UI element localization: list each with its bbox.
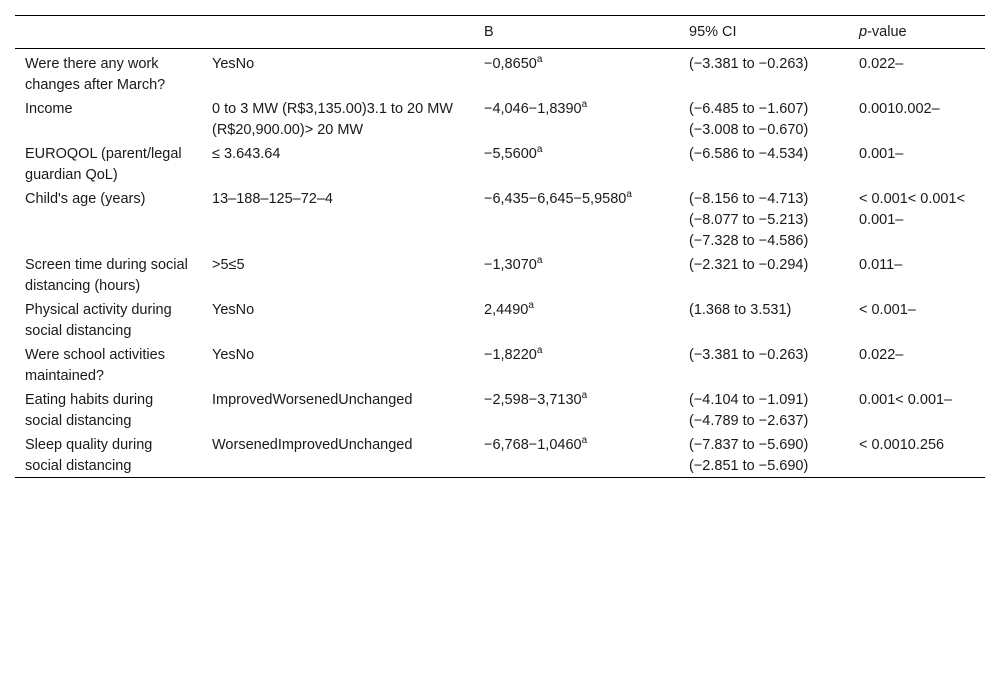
cell-p: 0.022– bbox=[859, 347, 904, 363]
cell-category: ≤ 3.643.64 bbox=[212, 146, 281, 162]
cell-category: 0 to 3 MW (R$3,135.00)3.1 to 20 MW (R$20,900.00)> 20 MW bbox=[212, 101, 453, 138]
cell-ci: (−6.586 to −4.534) bbox=[689, 146, 809, 162]
b-value: 2,4490 bbox=[484, 302, 529, 318]
header-p-italic: p bbox=[859, 24, 868, 40]
regression-table bbox=[15, 15, 985, 478]
footnote-marker: a bbox=[536, 345, 543, 356]
cell-p: 0.001– bbox=[859, 146, 904, 162]
cell-b bbox=[474, 96, 679, 141]
cell-variable: Sleep quality during social distancing bbox=[25, 437, 153, 474]
cell-b bbox=[474, 387, 679, 432]
cell-variable: EUROQOL (parent/legal guardian QoL) bbox=[25, 146, 182, 183]
cell-b bbox=[474, 141, 679, 186]
footnote-marker: a bbox=[528, 300, 534, 311]
table-row bbox=[15, 186, 985, 252]
cell-b bbox=[474, 297, 679, 342]
header-p-rest: -value bbox=[867, 24, 907, 40]
footnote-marker: a bbox=[581, 390, 588, 401]
cell-b bbox=[474, 342, 679, 387]
cell-variable: Eating habits during social distancing bbox=[25, 392, 154, 429]
footnote-marker: a bbox=[581, 435, 588, 446]
header-b: B bbox=[484, 24, 494, 40]
footnote-marker: a bbox=[581, 99, 588, 110]
cell-variable: Were school activities maintained? bbox=[25, 347, 165, 384]
b-value: −6,768−1,0460 bbox=[484, 437, 582, 453]
cell-variable: Were there any work changes after March? bbox=[25, 56, 166, 93]
cell-variable: Income bbox=[25, 101, 73, 117]
cell-category: >5≤5 bbox=[212, 257, 245, 273]
b-value: −1,8220 bbox=[484, 347, 537, 363]
cell-p: < 0.001< 0.001< 0.001– bbox=[859, 191, 966, 228]
cell-b bbox=[474, 432, 679, 478]
cell-ci: (−6.485 to −1.607) (−3.008 to −0.670) bbox=[689, 101, 809, 138]
cell-category: 13–188–125–72–4 bbox=[212, 191, 333, 207]
cell-category: YesNo bbox=[212, 302, 255, 318]
cell-category: ImprovedWorsenedUnchanged bbox=[212, 392, 413, 408]
table-row bbox=[15, 342, 985, 387]
cell-variable: Screen time during social distancing (hours) bbox=[25, 257, 188, 294]
b-value: −0,8650 bbox=[484, 56, 537, 72]
regression-table-container bbox=[15, 15, 985, 478]
cell-ci: (−2.321 to −0.294) bbox=[689, 257, 809, 273]
footnote-marker: a bbox=[626, 189, 632, 200]
cell-p: < 0.001– bbox=[859, 302, 916, 318]
table-row bbox=[15, 96, 985, 141]
header-variable bbox=[15, 16, 202, 49]
b-value: −4,046−1,8390 bbox=[484, 101, 582, 117]
cell-p: 0.001< 0.001– bbox=[859, 392, 953, 408]
b-value: −6,435−6,645−5,9580 bbox=[484, 191, 627, 207]
table-header-row bbox=[15, 16, 985, 49]
cell-ci: (1.368 to 3.531) bbox=[689, 302, 792, 318]
cell-ci: (−4.104 to −1.091) (−4.789 to −2.637) bbox=[689, 392, 809, 429]
cell-p: 0.0010.002– bbox=[859, 101, 940, 117]
table-row bbox=[15, 387, 985, 432]
table-row bbox=[15, 49, 985, 97]
footnote-marker: a bbox=[536, 54, 543, 65]
cell-b bbox=[474, 252, 679, 297]
table-row bbox=[15, 141, 985, 186]
b-value: −2,598−3,7130 bbox=[484, 392, 582, 408]
b-value: −5,5600 bbox=[484, 146, 537, 162]
cell-category: WorsenedImprovedUnchanged bbox=[212, 437, 413, 453]
cell-p: 0.022– bbox=[859, 56, 904, 72]
cell-category: YesNo bbox=[212, 56, 255, 72]
cell-ci: (−3.381 to −0.263) bbox=[689, 56, 809, 72]
cell-ci: (−3.381 to −0.263) bbox=[689, 347, 809, 363]
header-category bbox=[202, 16, 474, 49]
table-row bbox=[15, 432, 985, 478]
cell-variable: Child's age (years) bbox=[25, 191, 146, 207]
footnote-marker: a bbox=[536, 144, 543, 155]
cell-p: 0.011– bbox=[859, 257, 903, 273]
cell-p: < 0.0010.256 bbox=[859, 437, 945, 453]
cell-b bbox=[474, 186, 679, 252]
cell-category: YesNo bbox=[212, 347, 255, 363]
header-ci: 95% CI bbox=[689, 24, 737, 40]
footnote-marker: a bbox=[536, 255, 543, 266]
table-row bbox=[15, 297, 985, 342]
cell-b bbox=[474, 49, 679, 97]
table-row bbox=[15, 252, 985, 297]
cell-ci: (−8.156 to −4.713) (−8.077 to −5.213) (−7.328 to −4.586) bbox=[689, 191, 809, 249]
cell-ci: (−7.837 to −5.690) (−2.851 to −5.690) bbox=[689, 437, 809, 474]
cell-variable: Physical activity during social distancing bbox=[25, 302, 172, 339]
b-value: −1,3070 bbox=[484, 257, 537, 273]
header-p-value bbox=[849, 16, 985, 49]
